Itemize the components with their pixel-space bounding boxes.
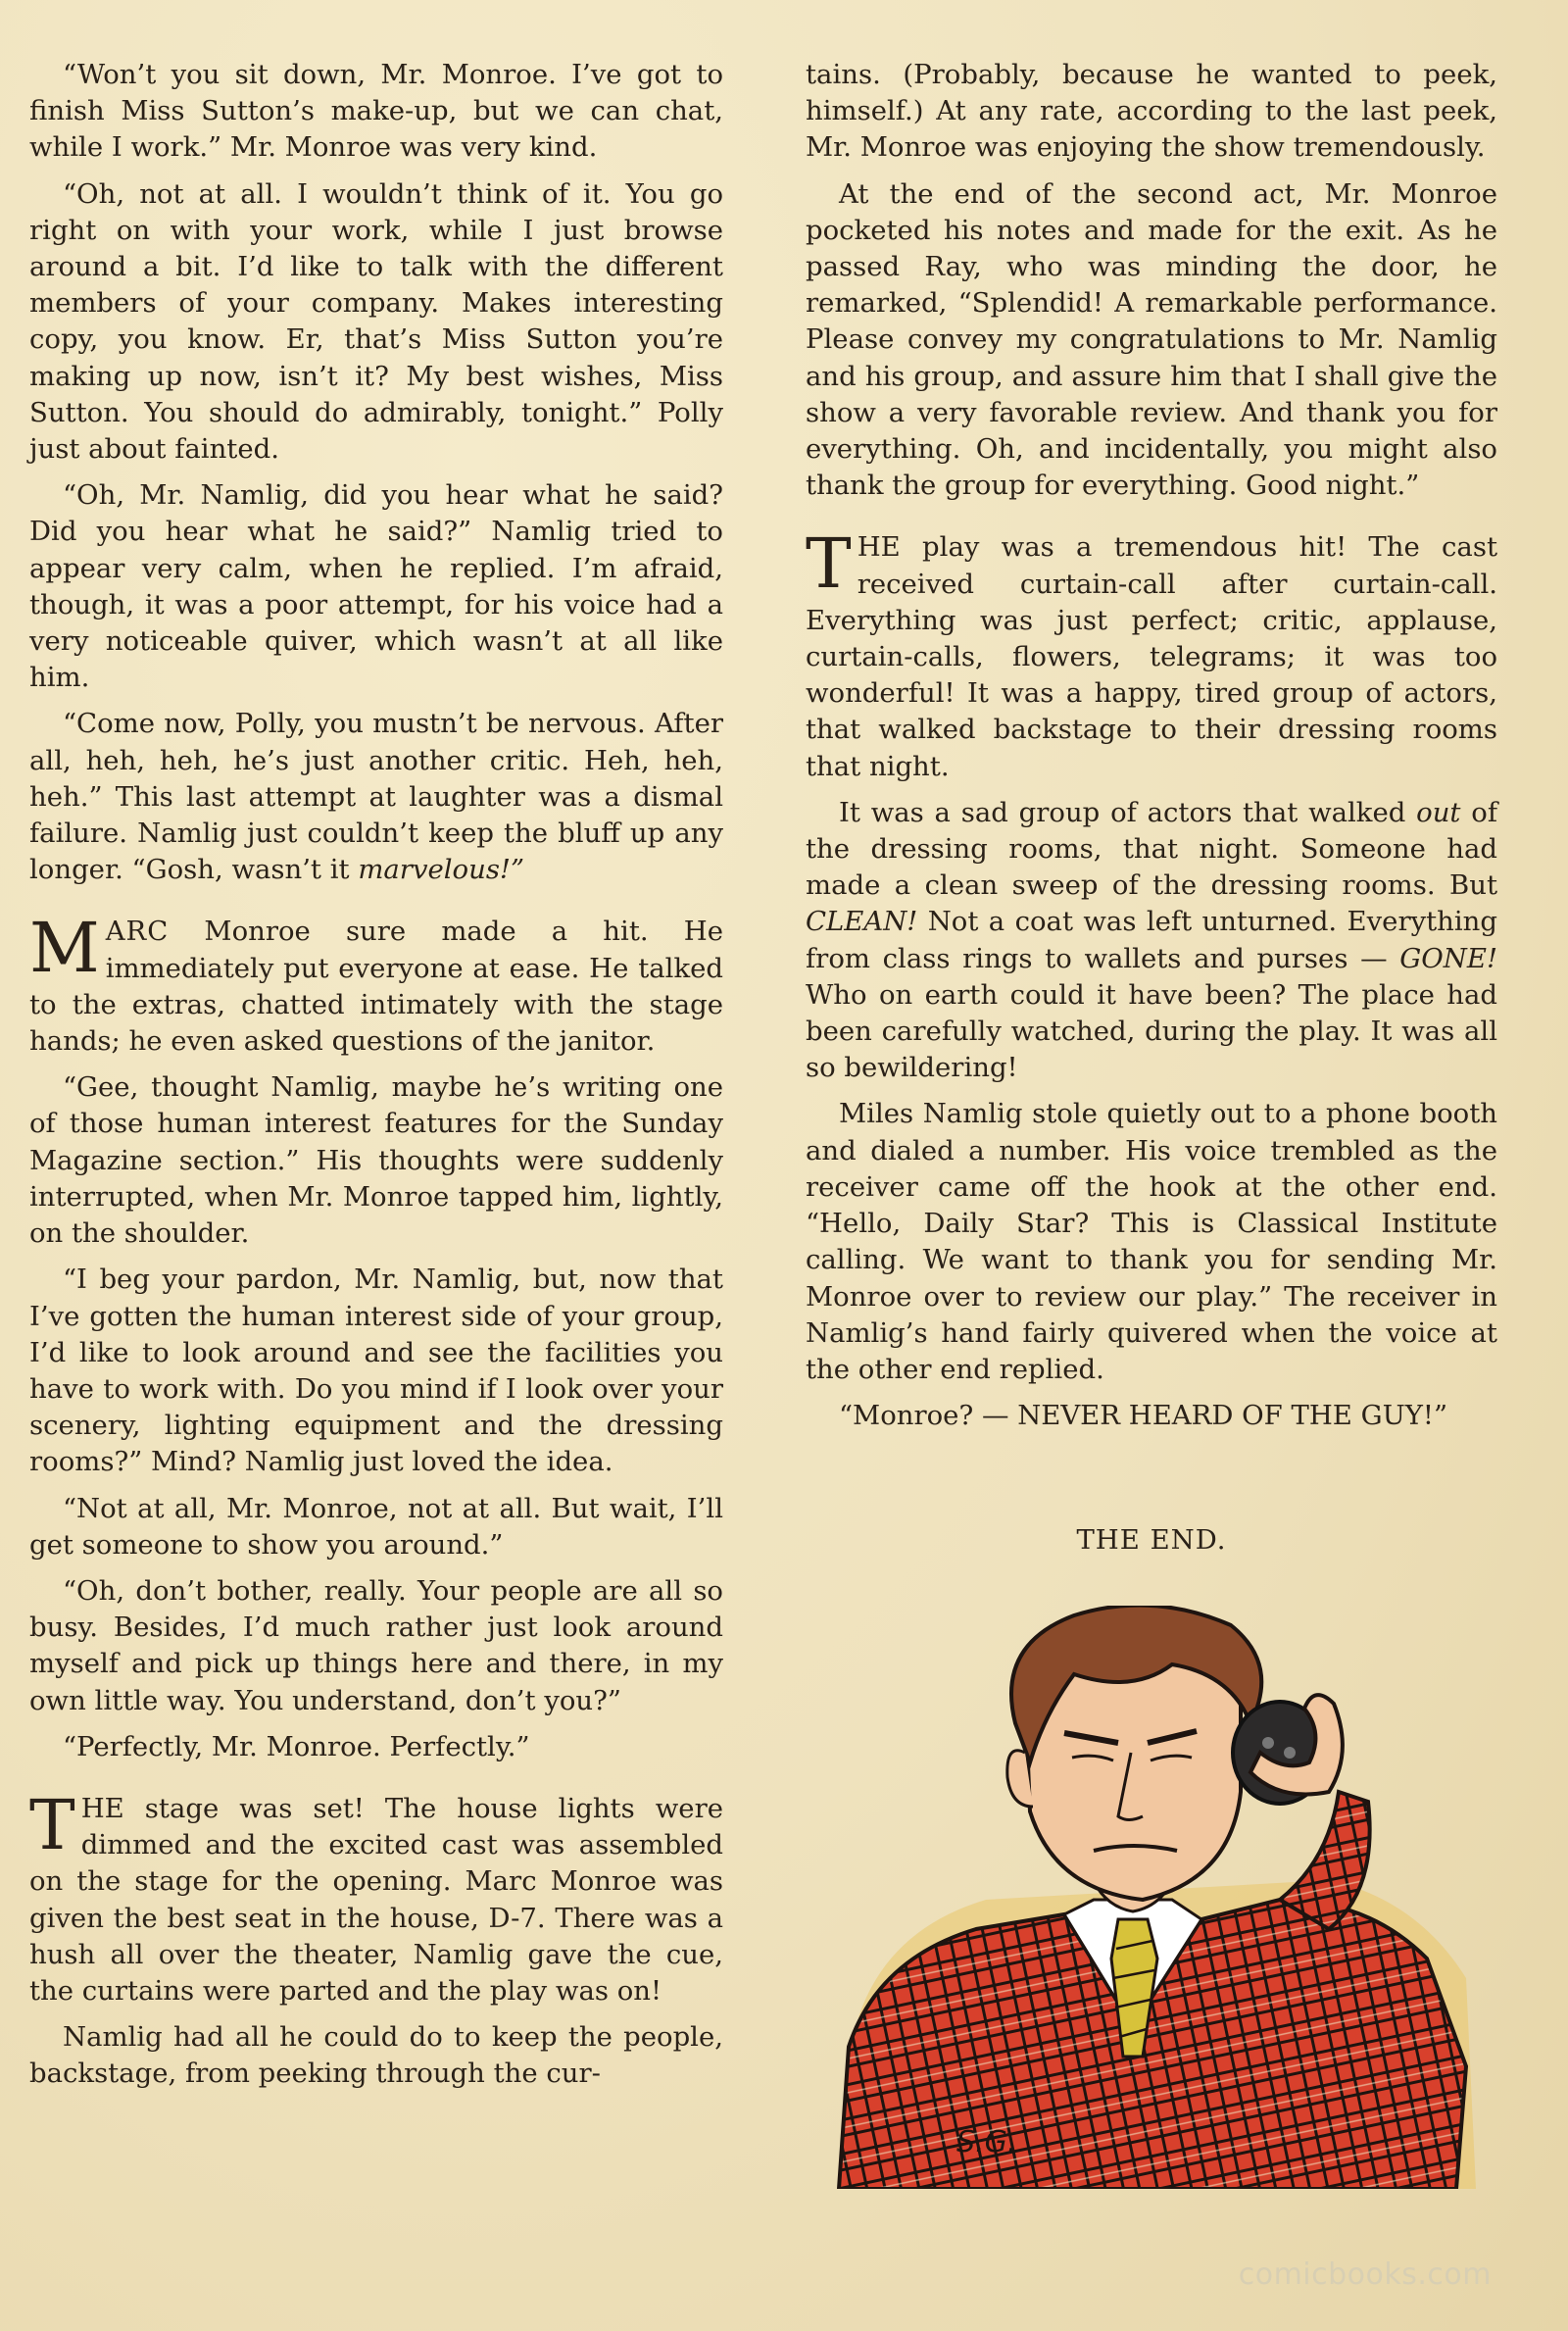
illustration-svg xyxy=(819,1606,1494,2189)
paragraph-dropcap: THE play was a tremendous hit! The cast received curtain-call after curtain-call. Everything was just perfect; critic, applause, curtain-calls, flowers, telegrams; it was too wonderful! It was a happy, tired group of actors, that walked backstage to their dressing rooms that night. xyxy=(806,523,1497,782)
paragraph: “Oh, Mr. Namlig, did you hear what he said? Did you hear what he said?” Namlig tried to appear very calm, when he replied. I’m afraid, though, it was a poor attempt, for his voice had a very noticeable quiver, which wasn’t at all like him. xyxy=(29,479,723,694)
paragraph-dropcap: MARC Monroe sure made a hit. He immediately put everyone at ease. He talked to the extras, chatted intimately with the stage hands; he even asked questions of the janitor. xyxy=(29,908,723,1058)
drop-cap: T xyxy=(29,1784,75,1865)
paragraph: Namlig had all he could do to keep the people, backstage, from peeking through the cur- xyxy=(29,2021,723,2090)
paragraph: Miles Namlig stole quietly out to a phone booth and dialed a number. His voice trembled as the receiver came off the hook at the other end. “Hello, Daily Star? This is Classical Institute calling. We want to thank you for sending Mr. Monroe over to review our play.” The receiver in Namlig’s hand fairly quivered when the voice at the other end replied. xyxy=(806,1098,1497,1385)
illustration-man-on-phone xyxy=(819,1606,1494,2189)
left-column xyxy=(29,57,723,2103)
paragraph: “Oh, not at all. I wouldn’t think of it. You go right on with your work, while I just browse around a bit. I’d like to talk with the different members of your company. Makes interesting copy, you know. Er, that’s Miss Sutton you’re making up now, isn’t it? My best wishes, Miss Sutton. You should do admirably, tonight.” Polly just about fainted. xyxy=(29,177,723,466)
paragraph: “Not at all, Mr. Monroe, not at all. But wait, I’ll get someone to show you around.” xyxy=(29,1492,723,1561)
right-column xyxy=(806,57,1497,1444)
paragraph: “Gee, thought Namlig, maybe he’s writing one of those human interest features for the Sunday Magazine section.” His thoughts were suddenly interrupted, when Mr. Monroe tapped him, lightly, on the shoulder. xyxy=(29,1071,723,1250)
paragraph: “Perfectly, Mr. Monroe. Perfectly.” xyxy=(63,1730,530,1762)
paragraph: At the end of the second act, Mr. Monroe pocketed his notes and made for the exit. As he passed Ray, who was minding the door, he remarked, “Splendid! A remarkable performance. Please convey my congratulations to Mr. Namlig and his group, and assure him that I shall give the show a very favorable review. And thank you for everything. Oh, and incidentally, you might also thank the group for everything. Good night.” xyxy=(806,177,1497,502)
paragraph: “Won’t you sit down, Mr. Monroe. I’ve got to finish Miss Sutton’s make-up, but we can chat, while I work.” Mr. Monroe was very kind. xyxy=(29,59,723,164)
drop-cap: T xyxy=(806,523,852,605)
paragraph-dropcap: THE stage was set! The house lights were dimmed and the excited cast was assembled on the stage for the opening. Marc Monroe was given the best seat in the house, D-7. There was a hush all over the theater, Namlig gave the cue, the curtains were parted and the play was on! xyxy=(29,1784,723,2007)
emphasis: marvelous!” xyxy=(358,854,525,886)
paragraph: “Come now, Polly, you mustn’t be nervous. After all, heh, heh, he’s just another critic. Heh, heh, heh.” This last attempt at laughter was a dismal failure. Namlig just couldn’t keep the bluff up any longer. “Gosh, wasn’t it marvelous!” xyxy=(29,708,723,886)
the-end-label: THE END. xyxy=(1076,1524,1227,1556)
watermark: comicbooks.com xyxy=(1238,2257,1492,2292)
paragraph: “Monroe? — NEVER HEARD OF THE GUY!” xyxy=(839,1400,1448,1432)
paragraph: tains. (Probably, because he wanted to peek, himself.) At any rate, according to the last peek, Mr. Monroe was enjoying the show tremendously. xyxy=(806,59,1497,164)
drop-cap: M xyxy=(29,908,100,989)
paragraph: It was a sad group of actors that walked out of the dressing rooms, that night. Someone had made a clean sweep of the dressing rooms. But CLEAN! Not a coat was left unturned. Everything from class rings to wallets and purses — GONE! Who on earth could it have been? The place had been carefully watched, during the play. It was all so bewildering! xyxy=(806,796,1497,1084)
paragraph: “I beg your pardon, Mr. Namlig, but, now that I’ve gotten the human interest side of your group, I’d like to look around and see the facilities you have to work with. Do you mind if I look over your scenery, lighting equipment and the dressing rooms?” Mind? Namlig just loved the idea. xyxy=(29,1264,723,1478)
paragraph: “Oh, don’t bother, really. Your people are all so busy. Besides, I’d much rather just look around myself and pick up things here and there, in my own little way. You understand, don’t you?” xyxy=(29,1574,723,1716)
artist-signature: S.G. xyxy=(956,2125,1017,2159)
